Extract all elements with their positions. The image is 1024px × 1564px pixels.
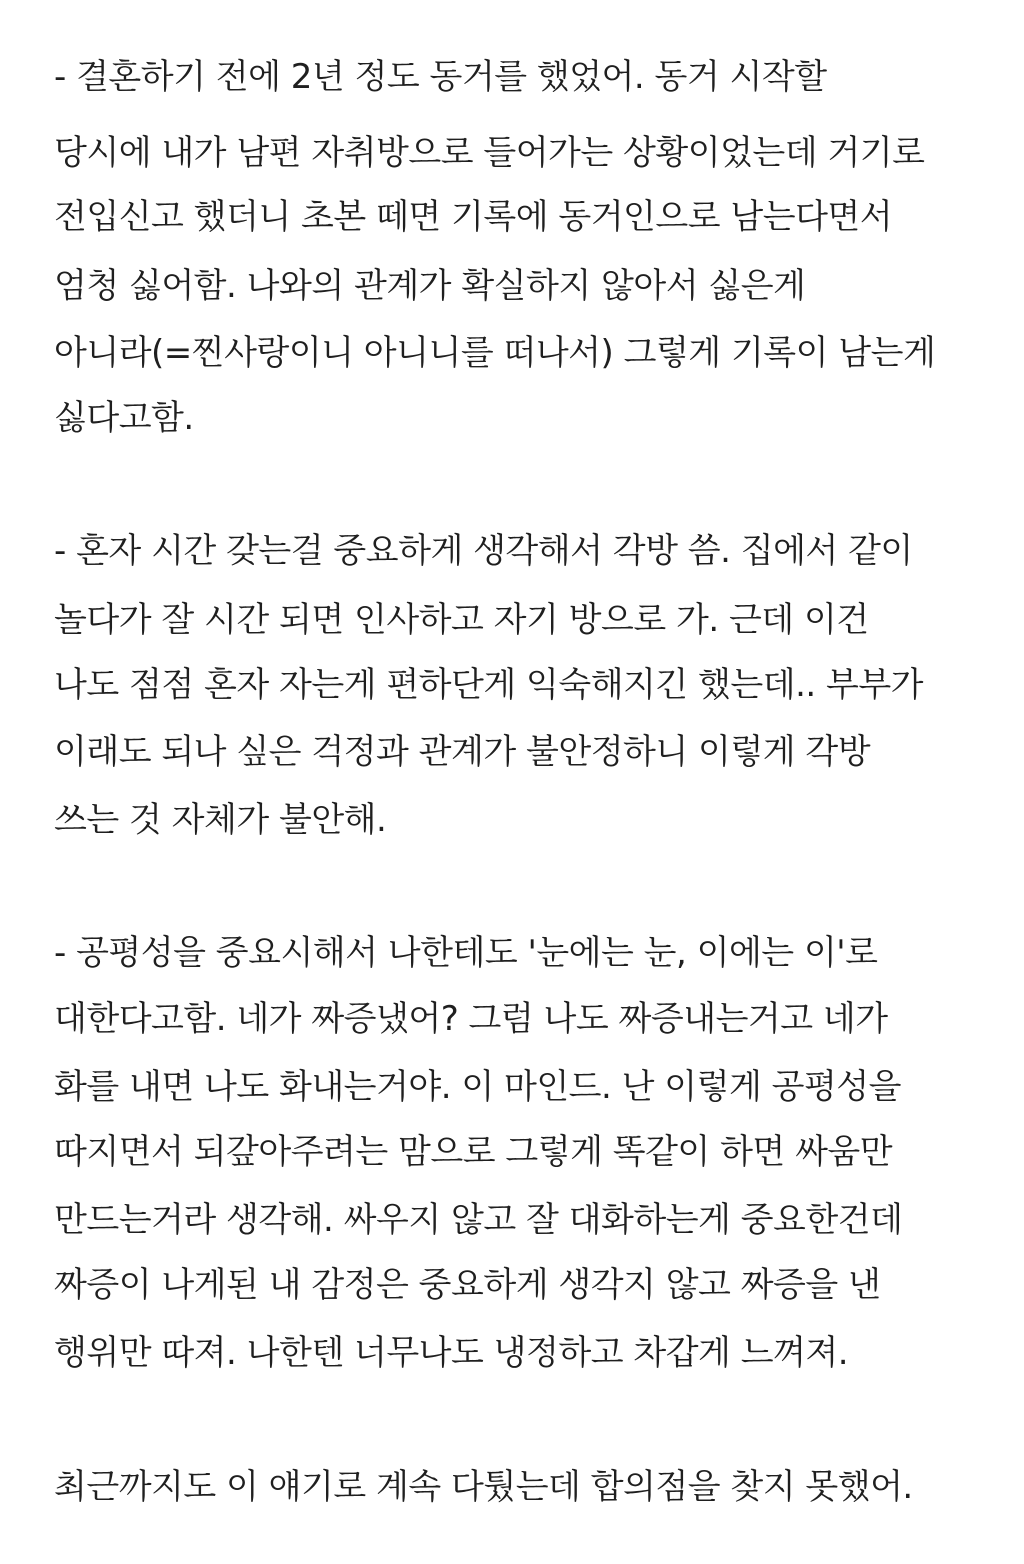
text-line: 싫다고함.	[54, 398, 194, 438]
text-line: 놀다가 잘 시간 되면 인사하고 자기 방으로 가. 근데 이건	[54, 600, 869, 640]
text-line: 대한다고함. 네가 짜증냈어? 그럼 나도 짜증내는거고 네가	[54, 999, 888, 1039]
text-line: 쓰는 것 자체가 불안해.	[54, 800, 387, 840]
text-line: 아니라(=찐사랑이니 아니니를 떠나서) 그렇게 기록이 남는게	[54, 333, 936, 373]
text-line: 나도 점점 혼자 자는게 편하단게 익숙해지긴 했는데.. 부부가	[54, 665, 924, 705]
text-line: 당시에 내가 남편 자취방으로 들어가는 상황이었는데 거기로	[54, 133, 925, 173]
text-line: 이래도 되나 싶은 걱정과 관계가 불안정하니 이렇게 각방	[54, 732, 871, 772]
text-line: 전입신고 했더니 초본 떼면 기록에 동거인으로 남는다면서	[54, 197, 893, 237]
text-line: 화를 내면 나도 화내는거야. 이 마인드. 난 이렇게 공평성을	[54, 1067, 901, 1107]
text-line: 짜증이 나게된 내 감정은 중요하게 생각지 않고 짜증을 낸	[54, 1265, 881, 1305]
text-line: 따지면서 되갚아주려는 맘으로 그렇게 똑같이 하면 싸움만	[54, 1132, 893, 1172]
text-line: - 공평성을 중요시해서 나한테도 '눈에는 눈, 이에는 이'로	[54, 933, 878, 973]
text-line: - 결혼하기 전에 2년 정도 동거를 했었어. 동거 시작할	[54, 57, 827, 97]
text-line: 최근까지도 이 얘기로 계속 다퉜는데 합의점을 찾지 못했어.	[54, 1467, 913, 1507]
text-line: 엄청 싫어함. 나와의 관계가 확실하지 않아서 싫은게	[54, 266, 806, 306]
text-line: - 혼자 시간 갖는걸 중요하게 생각해서 각방 씀. 집에서 같이	[54, 531, 913, 571]
text-line: 만드는거라 생각해. 싸우지 않고 잘 대화하는게 중요한건데	[54, 1200, 903, 1240]
text-line: 행위만 따져. 나한텐 너무나도 냉정하고 차갑게 느껴져.	[54, 1333, 849, 1373]
